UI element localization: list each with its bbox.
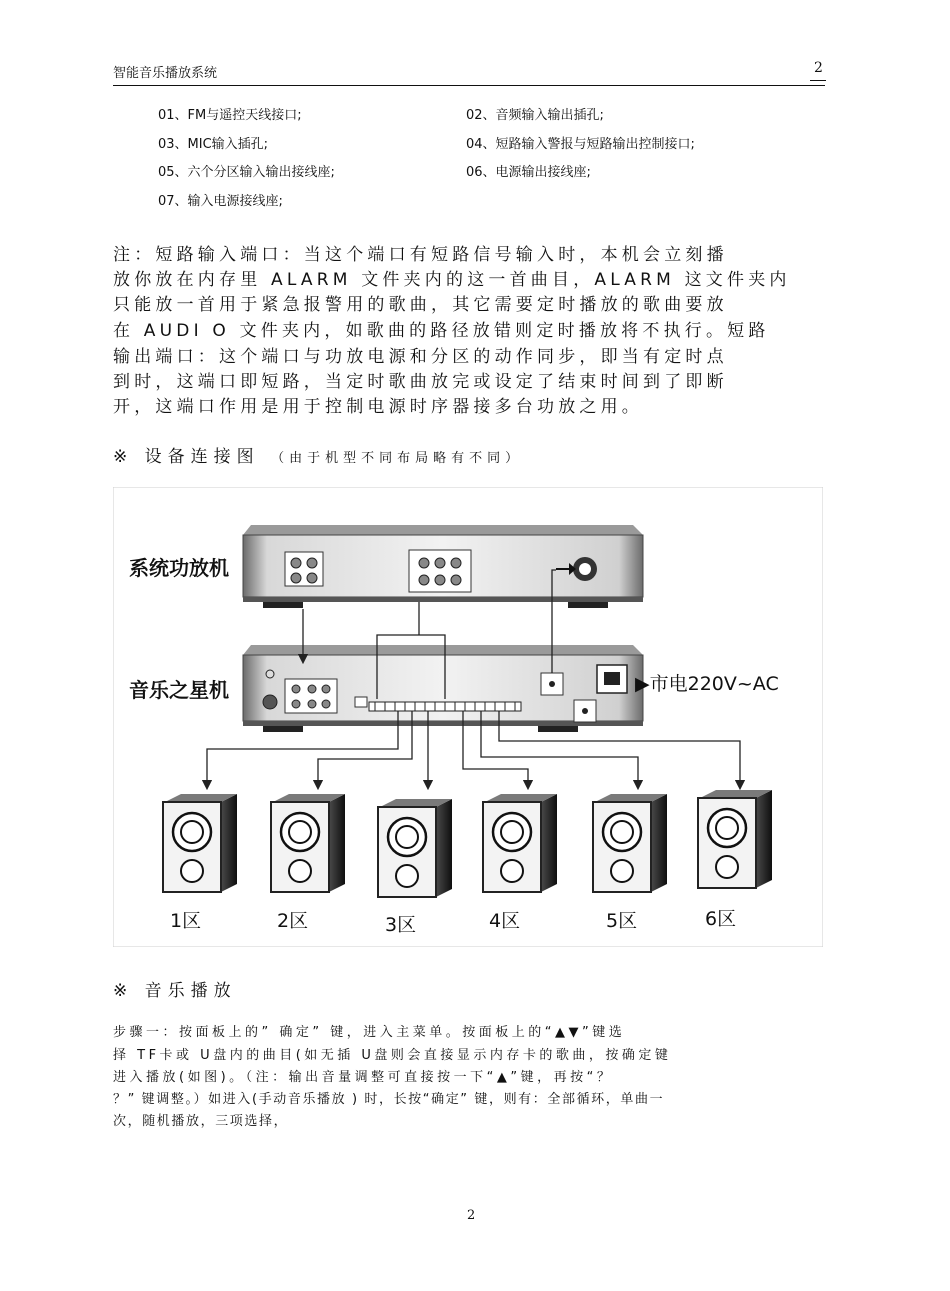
zone-label: 3区 (385, 914, 417, 936)
amplifier-label: 系统功放机 (129, 556, 229, 580)
note-line: 输出端口：这个端口与功放电源和分区的动作同步，即当有定时点 (113, 347, 728, 367)
speaker-zone-4 (483, 794, 557, 892)
note-line: 放你放在内存里 ALARM 文件夹内的这一首曲目，ALARM 这文件夹内 (113, 270, 791, 290)
header-rule (113, 85, 825, 86)
header-page-number: 2 (814, 60, 823, 76)
step-line: 择 TF卡或 U盘内的曲目(如无插 U盘则会直接显示内存卡的歌曲，按确定键 (113, 1048, 672, 1063)
note-line: 开，这端口作用是用于控制电源时序器接多台功放之用。 (113, 397, 643, 417)
zone-label: 1区 (170, 910, 202, 932)
document-title: 智能音乐播放系统 (113, 66, 218, 81)
note-line: 到时，这端口即短路，当定时歌曲放完或设定了结束时间到了即断 (113, 372, 728, 392)
note-line: 注：短路输入端口：当这个端口有短路信号输入时，本机会立刻播 (113, 245, 728, 265)
port-item-03: 03、MIC输入插孔; (158, 137, 269, 152)
step-line: ？” 键调整。）如进入(手动音乐播放 ) 时，长按“确定” 键，则有：全部循环，单曲一 (113, 1092, 665, 1107)
note-line: 在 AUDI O 文件夹内，如歌曲的路径放错则定时播放将不执行。短路 (113, 321, 770, 341)
port-item-02: 02、音频输入输出插孔; (466, 108, 604, 123)
note-line: 只能放一首用于紧急报警用的歌曲，其它需要定时播放的歌曲要放 (113, 295, 728, 315)
section-heading-connection (113, 442, 523, 467)
footer-page-number: 2 (467, 1208, 476, 1223)
speaker-zone-1 (163, 794, 237, 892)
page-number-underline (810, 80, 826, 81)
speaker-zone-6 (698, 790, 772, 888)
amplifier-unit (243, 525, 643, 608)
port-item-05: 05、六个分区输入输出接线座; (158, 165, 335, 180)
speaker-zone-2 (271, 794, 345, 892)
speaker-zone-3 (378, 799, 452, 897)
zone-label: 5区 (606, 910, 638, 932)
zone-label: 2区 (277, 910, 309, 932)
section-heading-music-playback (113, 976, 237, 1001)
section-subtitle: （由于机型不同布局略有不同） (271, 451, 524, 466)
step-line: 步骤一：按面板上的” 确定” 键，进入主菜单。按面板上的“▲▼”键选 (113, 1025, 626, 1040)
step-line: 进入播放(如图)。（注：输出音量调整可直接按一下“▲”键，再按“？ (113, 1070, 614, 1085)
section-title: ※ 音乐播放 (113, 981, 237, 1001)
port-item-01: 01、FM与遥控天线接口; (158, 108, 302, 123)
speaker-zone-5 (593, 794, 667, 892)
step-line: 次，随机播放，三项选择， (113, 1114, 289, 1129)
zone-label: 6区 (705, 908, 737, 930)
mains-power-label: ▶市电220V~AC (635, 673, 779, 695)
connection-diagram (113, 487, 823, 947)
port-item-06: 06、电源输出接线座; (466, 165, 591, 180)
player-label: 音乐之星机 (129, 678, 229, 702)
zone-label: 4区 (489, 910, 521, 932)
section-title: ※ 设备连接图 (113, 447, 260, 467)
port-item-07: 07、输入电源接线座; (158, 194, 283, 209)
port-item-04: 04、短路输入警报与短路输出控制接口; (466, 137, 695, 152)
